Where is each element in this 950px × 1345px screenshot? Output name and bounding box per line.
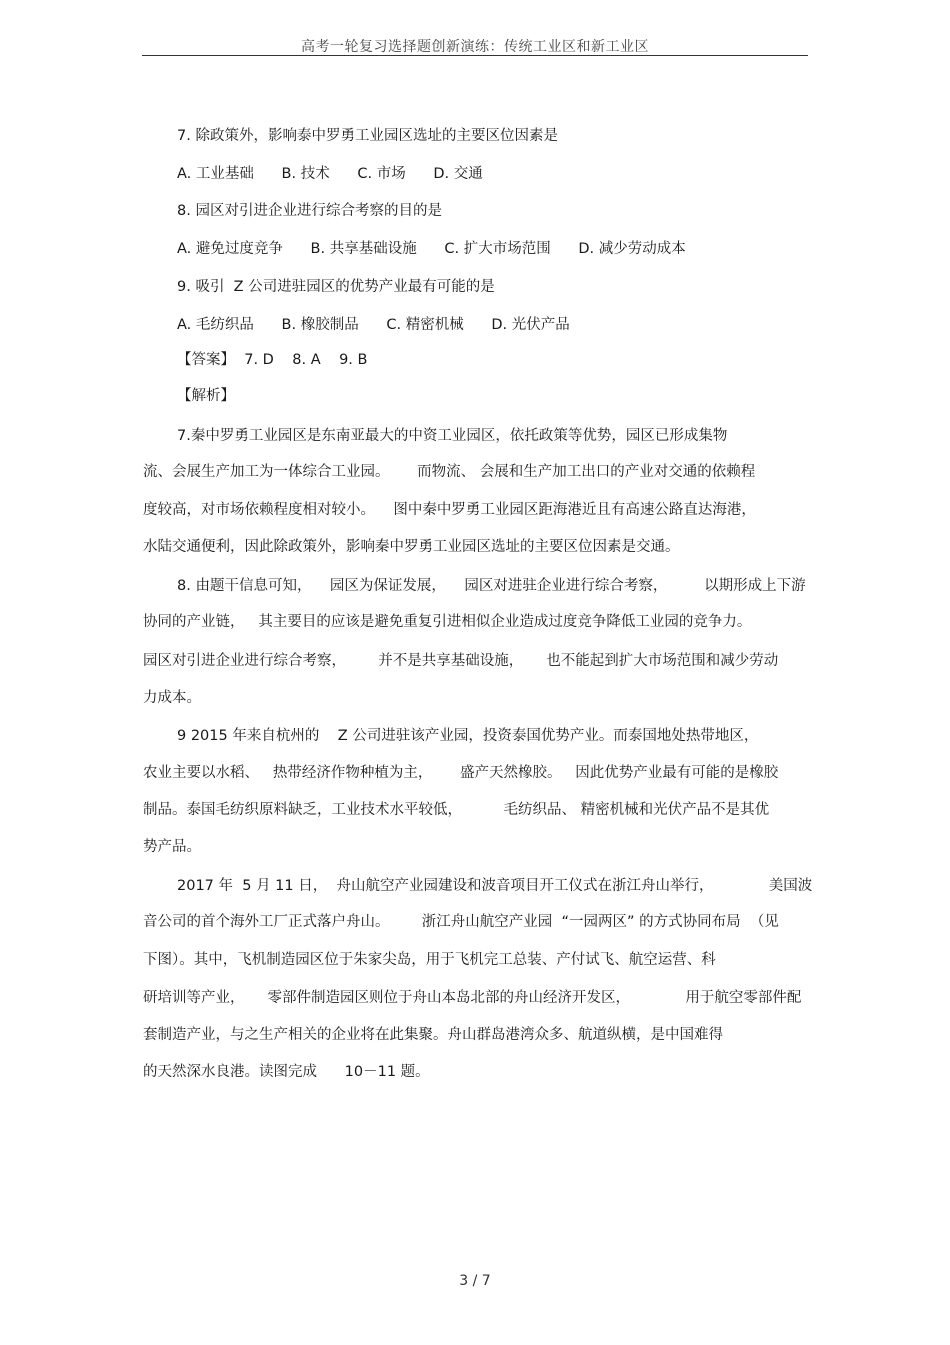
analysis-9-line: 势产品。 [143,839,201,855]
question-9-options: A. 毛纺织品 B. 橡胶制品 C. 精密机械 D. 光伏产品 [177,317,570,333]
analysis-9-line: 9 2015 年来自杭州的 Z 公司进驻该产业园，投资泰国优势产业。而泰国地处热带地区， [177,728,759,744]
analysis-heading: 【解析】 [177,388,235,404]
analysis-7-line: 度较高，对市场依赖程度相对较小。 图中秦中罗勇工业园区距海港近且有高速公路直达海港， [143,502,756,518]
analysis-8-line: 园区对引进企业进行综合考察， 并不是共享基础设施， 也不能起到扩大市场范围和减少劳动 [143,653,779,669]
answer-line: 【答案】 7. D 8. A 9. B [177,352,368,368]
question-8-stem: 8. 园区对引进企业进行综合考察的目的是 [177,203,442,219]
analysis-7-line: 水陆交通便利，因此除政策外，影响秦中罗勇工业园区选址的主要区位因素是交通。 [143,539,680,555]
analysis-8-line: 协同的产业链， 其主要目的应该是避免重复引进相似企业造成过度竞争降低工业园的竞争力。 [143,614,752,630]
passage-line: 2017 年 5 月 11 日， 舟山航空产业园建设和波音项目开工仪式在浙江舟山举行， 美国波 [177,878,813,894]
question-7-stem: 7. 除政策外，影响泰中罗勇工业园区选址的主要区位因素是 [177,128,558,144]
analysis-8-line: 力成本。 [143,690,201,706]
passage-line: 的天然深水良港。读图完成 10－11 题。 [143,1064,430,1080]
analysis-8-line: 8. 由题干信息可知， 园区为保证发展， 园区对进驻企业进行综合考察， 以期形成上下游 [177,578,806,594]
header-rule [142,55,808,56]
analysis-9-line: 制品。泰国毛纺织原料缺乏，工业技术水平较低， 毛纺织品、 精密机械和光伏产品不是其优 [143,802,770,818]
passage-line: 研培训等产业， 零部件制造园区则位于舟山本岛北部的舟山经济开发区， 用于航空零部件配 [143,990,802,1006]
passage-line: 套制造产业，与之生产相关的企业将在此集聚。舟山群岛港湾众多、航道纵横，是中国难得 [143,1027,723,1043]
analysis-9-line: 农业主要以水稻、 热带经济作物种植为主， 盛产天然橡胶。 因此优势产业最有可能的是橡胶 [143,765,779,781]
question-7-options: A. 工业基础 B. 技术 C. 市场 D. 交通 [177,166,483,182]
analysis-7-line: 7.秦中罗勇工业园区是东南亚最大的中资工业园区，依托政策等优势，园区已形成集物 [177,428,728,444]
page-header-title: 高考一轮复习选择题创新演练：传统工业区和新工业区 [301,39,649,55]
passage-line: 下图）。其中，飞机制造园区位于朱家尖岛，用于飞机完工总装、产付试飞、航空运营、科 [143,952,716,968]
question-8-options: A. 避免过度竞争 B. 共享基础设施 C. 扩大市场范围 D. 减少劳动成本 [177,241,686,257]
page-number: 3 / 7 [459,1273,491,1289]
question-9-stem: 9. 吸引 Z 公司进驻园区的优势产业最有可能的是 [177,279,495,295]
analysis-7-line: 流、会展生产加工为一体综合工业园。 而物流、 会展和生产加工出口的产业对交通的依赖程 [143,464,756,480]
passage-line: 音公司的首个海外工厂正式落户舟山。 浙江舟山航空产业园 “一园两区” 的方式协同布局 （见 [143,914,779,930]
